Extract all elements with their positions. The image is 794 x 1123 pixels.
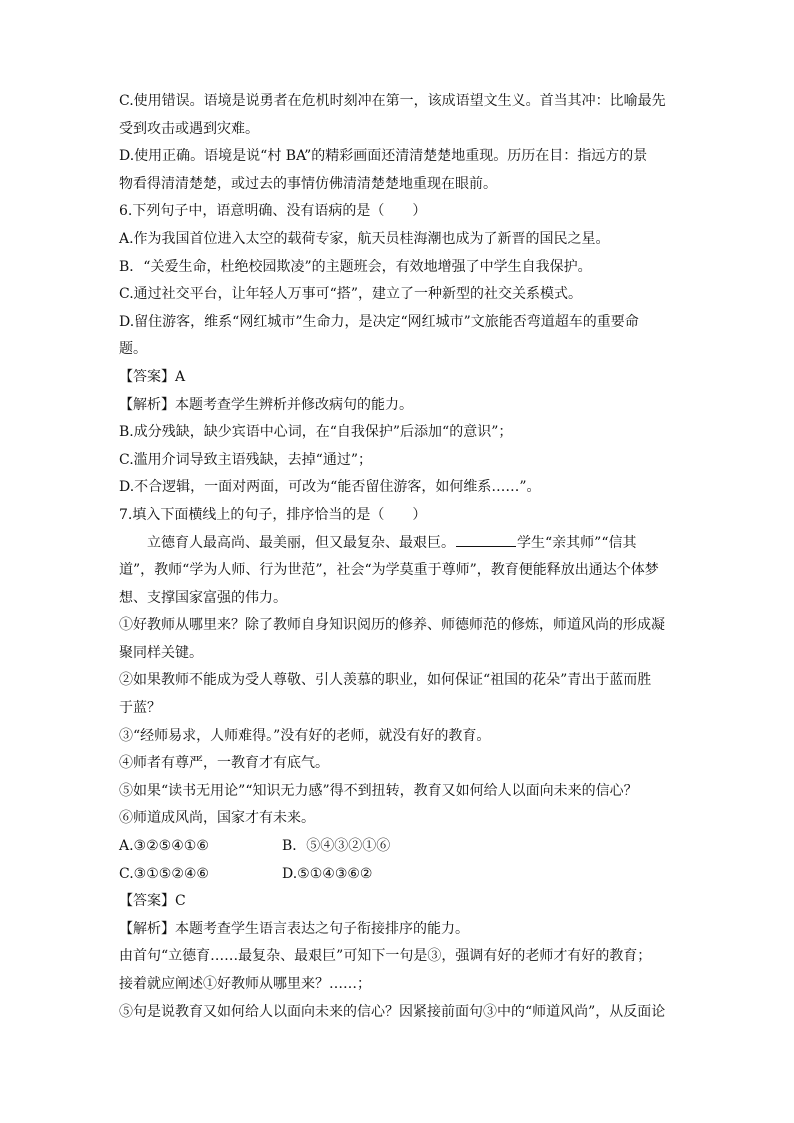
q7-sentence-4: ④师者有尊严，一教育才有底气。	[119, 755, 329, 772]
q5-option-c-explanation-line2: 受到攻击或遇到灾难。	[119, 120, 259, 137]
q7-passage-before-blank: 立德育人最高尚、最美丽，但又最复杂、最艰巨。	[147, 534, 455, 551]
q7-passage-line3: 想、支撑国家富强的伟力。	[119, 589, 287, 606]
q7-passage-after-blank: 学生“亲其师”“信其	[517, 534, 637, 551]
q6-option-a: A.作为我国首位进入太空的载荷专家，航天员桂海潮也成为了新晋的国民之星。	[119, 230, 610, 247]
q6-explanation-b: B.成分残缺，缺少宾语中心词，在“自我保护”后添加“的意识”；	[119, 424, 513, 441]
q7-option-a: A.③②⑤④①⑥	[119, 838, 209, 855]
q7-explanation-line2: 接着就应阐述①好教师从哪里来？……；	[119, 976, 371, 992]
q7-sentence-1-line1: ①好教师从哪里来？除了教师自身知识阅历的修养、师德师范的修炼，师道风尚的形成凝	[119, 617, 665, 634]
q7-answer: 【答案】C	[119, 893, 186, 910]
q7-explanation-line3: ⑤句是说教育又如何给人以面向未来的信心？因紧接前面句③中的“师道风尚”，从反面论	[119, 1003, 666, 1020]
q6-option-d-line1: D.留住游客，维系“网红城市”生命力，是决定“网红城市”文旅能否弯道超车的重要命	[119, 313, 639, 330]
q7-analysis: 【解析】本题考查学生语言表达之句子衔接排序的能力。	[119, 920, 469, 937]
q7-options-row2	[119, 861, 679, 889]
q7-sentence-1-line2: 聚同样关键。	[119, 644, 203, 661]
q6-option-c: C.通过社交平台，让年轻人万事可“搭”，建立了一种新型的社交关系模式。	[119, 286, 582, 303]
q6-option-d-line2: 题。	[119, 341, 147, 358]
q7-passage-line1	[119, 530, 679, 558]
q7-option-b: B．⑤④③②①⑥	[282, 838, 391, 855]
q6-explanation-c: C.滥用介词导致主语残缺，去掉“通过”；	[119, 451, 372, 468]
q7-sentence-2-line1: ②如果教师不能成为受人尊敬、引人羡慕的职业，如何保证“祖国的花朵”青出于蓝而胜	[119, 672, 652, 689]
q5-option-d-explanation-line2: 物看得清清楚楚，或过去的事情仿佛清清楚楚地重现在眼前。	[119, 175, 497, 192]
q7-sentence-2-line2: 于蓝？	[119, 700, 161, 717]
q6-option-b: B．“关爱生命，杜绝校园欺凌”的主题班会，有效地增强了中学生自我保护。	[119, 258, 592, 275]
document-page	[119, 88, 679, 1026]
q7-option-c: C.③①⑤②④⑥	[119, 865, 209, 882]
q6-explanation-d: D.不合逻辑，一面对两面，可改为“能否留住游客，如何维系……”。	[119, 479, 541, 496]
q6-analysis: 【解析】本题考查学生辨析并修改病句的能力。	[119, 396, 413, 413]
q7-sentence-3: ③“经师易求，人师难得。”没有好的老师，就没有好的教育。	[119, 727, 491, 744]
q7-explanation-line1: 由首句“立德育……最复杂、最艰巨”可知下一句是③，强调有好的老师才有好的教育；	[119, 948, 652, 965]
q5-option-d-explanation-line1: D.使用正确。语境是说“村 BA”的精彩画面还清清楚楚地重现。历历在目：指远方的景	[119, 148, 648, 165]
q5-option-c-explanation-line1: C.使用错误。语境是说勇者在危机时刻冲在第一，该成语望文生义。首当其冲：比喻最先	[119, 93, 666, 109]
q7-passage-line2: 道”，教师“学为人师、行为世范”，社会“为学莫重于尊师”，教育便能释放出通达个体梦	[119, 562, 659, 579]
q6-stem: 6.下列句子中，语意明确、没有语病的是（ ）	[119, 203, 427, 220]
fill-in-blank	[456, 545, 516, 547]
q7-sentence-6: ⑥师道成风尚，国家才有未来。	[119, 810, 315, 827]
q7-option-d: D.⑤①④③⑥②	[282, 865, 373, 882]
q6-answer: 【答案】A	[119, 368, 186, 385]
q7-sentence-5: ⑤如果“读书无用论”“知识无力感”得不到扭转，教育又如何给人以面向未来的信心？	[119, 782, 638, 799]
q7-options-row1	[119, 833, 679, 861]
q7-stem: 7.填入下面横线上的句子，排序恰当的是（ ）	[119, 506, 427, 523]
